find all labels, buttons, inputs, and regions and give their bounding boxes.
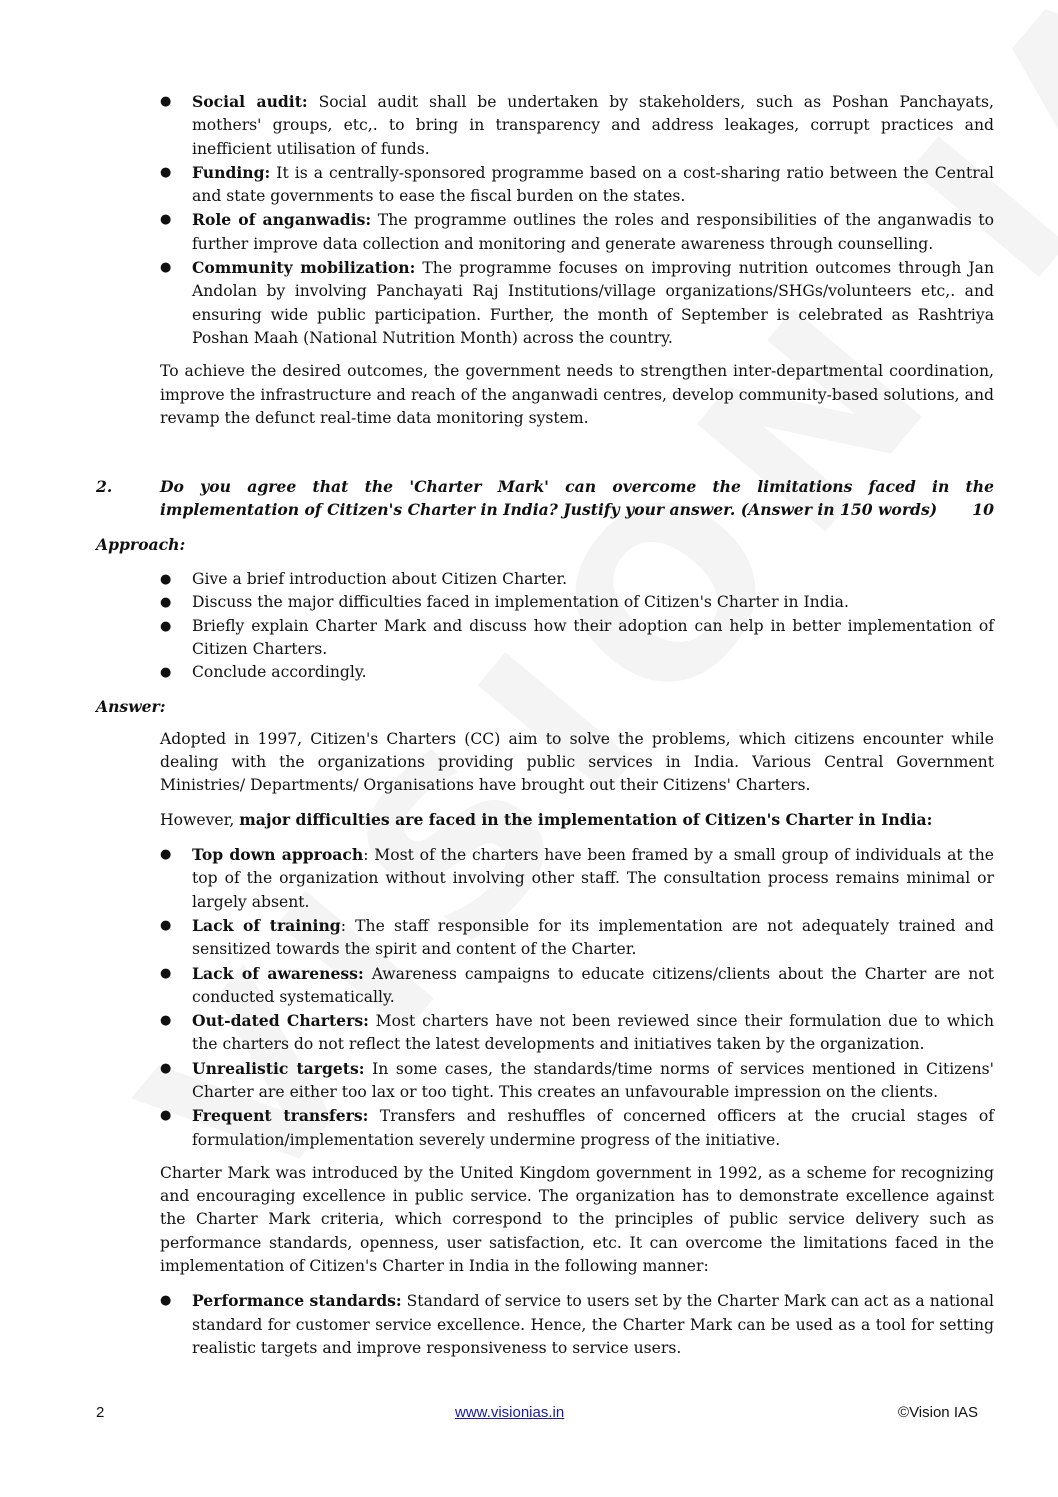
list-item-term: Funding: [192, 162, 271, 182]
list-item-term: Community mobilization: [192, 258, 416, 278]
charter-mark-paragraph: Charter Mark was introduced by the United Kingdom government in 1992, as a scheme for recognizing and encouraging excellence in public service. The organization has to demonstrate excellence against the Charter Mark criteria, which correspond to the principles of public service delivery such as performance standards, openness, user satisfaction, etc. It can overcome the limitations faced in the implementation of Citizen's Charter in India in the following manner: [160, 1163, 994, 1276]
answer-intro: Adopted in 1997, Citizen's Charters (CC) aim to solve the problems, which citizens encounter while dealing with the organizations providing public services in India. Various Central Government Ministries/ Departments/ Organisations have brought out their Citizens' Charters. [160, 729, 994, 795]
list-item-text: Social audit shall be undertaken by stakeholders, such as Poshan Panchayats, mothers' groups, etc,. to bring in transparency and address leakages, corrupt practices and inefficient utilisation of funds. [192, 93, 995, 158]
bullet-icon: ● [160, 1108, 172, 1124]
bullet-icon: ● [160, 212, 172, 228]
list-item-term: Role of anganwadis: [192, 210, 372, 230]
page-footer [96, 1404, 978, 1428]
bullet-icon: ● [160, 1060, 172, 1076]
list-item-term: Social audit: [192, 92, 308, 111]
bullet-icon: ● [160, 572, 172, 588]
bullet-icon: ● [160, 595, 172, 611]
list-item [160, 256, 994, 350]
list-item: ● Give a brief introduction about Citizen Charter. [160, 568, 994, 591]
list-item-text: The programme outlines the roles and responsibilities of the anganwadis to further improve data collection and monitoring and generate awareness through counselling. [192, 211, 994, 253]
bullet-icon: ● [160, 1013, 172, 1029]
bullet-icon: ● [160, 618, 172, 634]
bullet-icon: ● [160, 847, 172, 863]
list-item [160, 90, 994, 161]
list-item: ● Conclude accordingly. [160, 661, 994, 684]
answer-heading: Answer: [96, 696, 166, 716]
approach-heading: Approach: [96, 534, 186, 554]
website-link[interactable]: www.visionias.in [455, 1404, 565, 1421]
list-item: ● Unrealistic targets: In some cases, the standards/time norms of services mentioned in Citizens' Charter are either too lax or too tight. This creates an unfavourable impression on the clients. [160, 1058, 994, 1101]
benefits-list [160, 1289, 994, 1360]
page-number: 2 [96, 1404, 105, 1421]
bullet-icon: ● [160, 665, 172, 681]
question [96, 475, 994, 522]
list-item: ● Performance standards: Standard of service to users set by the Charter Mark can act as a national standard for customer service excellence. Hence, the Charter Mark can be used as a tool for setting realistic targets and improve responsiveness to service users. [160, 1291, 995, 1357]
list-item [160, 161, 994, 209]
difficulties-lead: However, major difficulties are faced in the implementation of Citizen's Charter in India: [160, 809, 933, 829]
bullet-icon: ● [160, 1293, 172, 1309]
list-item: ● Briefly explain Charter Mark and discuss how their adoption can help in better implementation of Citizen Charters. [160, 616, 994, 658]
bullet-icon: ● [160, 917, 172, 933]
list-item: ● Top down approach: Most of the charters have been framed by a small group of individuals at the top of the organization without involving other staff. The consultation process remains minimal or largely absent. [160, 845, 994, 911]
list-item: ● Lack of training: The staff responsible for its implementation are not adequately trained and sensitized towards the spirit and content of the Charter. [160, 915, 994, 959]
bullet-icon: ● [160, 94, 172, 109]
question-text: Do you agree that the 'Charter Mark' can overcome the limitations faced in the implementation of Citizen's Charter in India? Justify your answer. (Answer in 150 words) 10 [160, 475, 994, 522]
approach-list [160, 568, 994, 684]
list-item: ● Lack of awareness: Awareness campaigns to educate citizens/clients about the Charter are not conducted systematically. [160, 963, 994, 1006]
question-number: 2. [96, 477, 113, 497]
bullet-icon: ● [160, 965, 172, 981]
list-item [160, 208, 994, 256]
question-marks: 10 [972, 500, 994, 520]
bullet-icon: ● [160, 260, 172, 276]
difficulties-list [160, 843, 994, 1152]
list-item-text: It is a centrally-sponsored programme based on a cost-sharing ratio between the Central and state governments to ease the fiscal burden on the states. [192, 163, 994, 206]
conclusion-paragraph: To achieve the desired outcomes, the government needs to strengthen inter-departmental coordination, improve the infrastructure and reach of the anganwadi centres, develop community-based solutions, and revamp the defunct real-time data monitoring system. [160, 362, 994, 427]
list-item-text: The programme focuses on improving nutrition outcomes through Jan Andolan by involving Panchayati Raj Institutions/village organizations/SHGs/volunteers etc,. and ensuring wide public participation. Further, the month of September is celebrated as Rashtriya Poshan Maah (National Nutrition Month) across the country. [192, 259, 994, 347]
bullet-icon: ● [160, 164, 172, 180]
copyright: ©Vision IAS [898, 1404, 978, 1421]
top-bullet-list [160, 90, 994, 350]
list-item: ● Out-dated Charters: Most charters have not been reviewed since their formulation due to which the charters do not reflect the latest developments and initiatives taken by the organization. [160, 1011, 994, 1054]
list-item: ● Discuss the major difficulties faced in implementation of Citizen's Charter in India. [160, 591, 994, 614]
document-page [96, 88, 994, 1360]
list-item: ● Frequent transfers: Transfers and reshuffles of concerned officers at the crucial stages of formulation/implementation severely undermine progress of the initiative. [160, 1106, 994, 1149]
